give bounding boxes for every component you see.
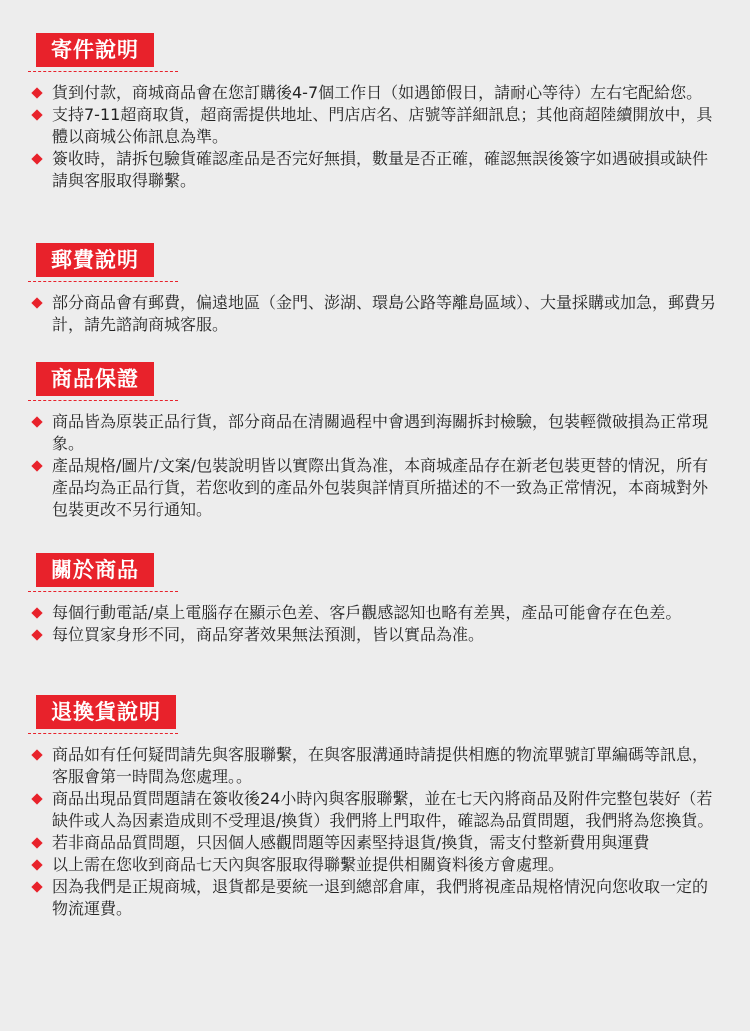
list-item: [28, 148, 722, 192]
item-text: 商品如有任何疑問請先與客服聯繫，在與客服溝通時請提供相應的物流單號訂單編碼等訊息，客服會第一時間為您處理。。: [52, 745, 709, 786]
list-item: [28, 788, 722, 832]
diamond-bullet-icon: [31, 749, 42, 760]
divider: [28, 400, 178, 401]
item-text: 貨到付款，商城商品會在您訂購後4-7個工作日（如遇節假日，請耐心等待）左右宅配給您。: [52, 83, 703, 102]
section-title: 關於商品: [36, 553, 154, 587]
diamond-bullet-icon: [31, 297, 42, 308]
list-item: [28, 411, 722, 455]
diamond-bullet-icon: [31, 881, 42, 892]
diamond-bullet-icon: [31, 153, 42, 164]
item-text: 支持7-11超商取貨，超商需提供地址、門店店名、店號等詳細訊息；其他商超陸續開放中，具體以商城公佈訊息為準。: [52, 105, 713, 146]
item-text: 每個行動電話/桌上電腦存在顯示色差、客戶觀感認知也略有差異，產品可能會存在色差。: [52, 603, 682, 622]
list-item: [28, 854, 722, 876]
list-item: [28, 602, 722, 624]
divider: [28, 281, 178, 282]
section-returns: [28, 695, 722, 920]
list-item: [28, 292, 722, 336]
item-text: 產品規格/圖片/文案/包裝說明皆以實際出貨為准，本商城產品存在新老包裝更替的情況，所有產品均為正品行貨，若您收到的產品外包裝與詳情頁所描述的不一致為正常情況，本商城對外包裝更改不另行通知。: [52, 456, 709, 519]
item-text: 商品皆為原裝正品行貨，部分商品在清關過程中會遇到海關拆封檢驗，包裝輕微破損為正常現象。: [52, 412, 709, 453]
item-list: [28, 602, 722, 646]
section-postage: [28, 243, 722, 336]
section-title: 退換貨說明: [36, 695, 176, 729]
list-item: [28, 624, 722, 646]
diamond-bullet-icon: [31, 629, 42, 640]
diamond-bullet-icon: [31, 87, 42, 98]
diamond-bullet-icon: [31, 460, 42, 471]
item-list: [28, 744, 722, 920]
divider: [28, 733, 178, 734]
item-text: 以上需在您收到商品七天內與客服取得聯繫並提供相關資料後方會處理。: [52, 855, 565, 874]
item-text: 部分商品會有郵費，偏遠地區（金門、澎湖、環島公路等離島區域）、大量採購或加急，郵費另計，請先諮詢商城客服。: [52, 293, 717, 334]
section-about-products: [28, 553, 722, 646]
diamond-bullet-icon: [31, 793, 42, 804]
list-item: [28, 82, 722, 104]
diamond-bullet-icon: [31, 859, 42, 870]
item-list: [28, 292, 722, 336]
divider: [28, 591, 178, 592]
section-guarantee: [28, 362, 722, 521]
list-item: [28, 104, 722, 148]
section-shipping: [28, 33, 722, 192]
list-item: [28, 832, 722, 854]
section-title: 商品保證: [36, 362, 154, 396]
section-title: 寄件說明: [36, 33, 154, 67]
item-text: 商品出現品質問題請在簽收後24小時內與客服聯繫，並在七天內將商品及附件完整包裝好（若缺件或人為因素造成則不受理退/換貨）我們將上門取件，確認為品質問題，我們將為您換貨。: [52, 789, 714, 830]
section-title: 郵費說明: [36, 243, 154, 277]
list-item: [28, 744, 722, 788]
item-text: 簽收時，請拆包驗貨確認產品是否完好無損，數量是否正確，確認無誤後簽字如遇破損或缺件請與客服取得聯繫。: [52, 149, 709, 190]
diamond-bullet-icon: [31, 837, 42, 848]
item-text: 若非商品品質問題，只因個人感觀問題等因素堅持退貨/換貨，需支付整新費用與運費: [52, 833, 650, 852]
item-list: [28, 82, 722, 192]
list-item: [28, 455, 722, 521]
divider: [28, 71, 178, 72]
diamond-bullet-icon: [31, 416, 42, 427]
list-item: [28, 876, 722, 920]
item-text: 因為我們是正規商城，退貨都是要統一退到總部倉庫，我們將視產品規格情況向您收取一定的物流運費。: [52, 877, 709, 918]
diamond-bullet-icon: [31, 109, 42, 120]
diamond-bullet-icon: [31, 607, 42, 618]
item-list: [28, 411, 722, 521]
item-text: 每位買家身形不同，商品穿著效果無法預測，皆以實品為准。: [52, 625, 485, 644]
